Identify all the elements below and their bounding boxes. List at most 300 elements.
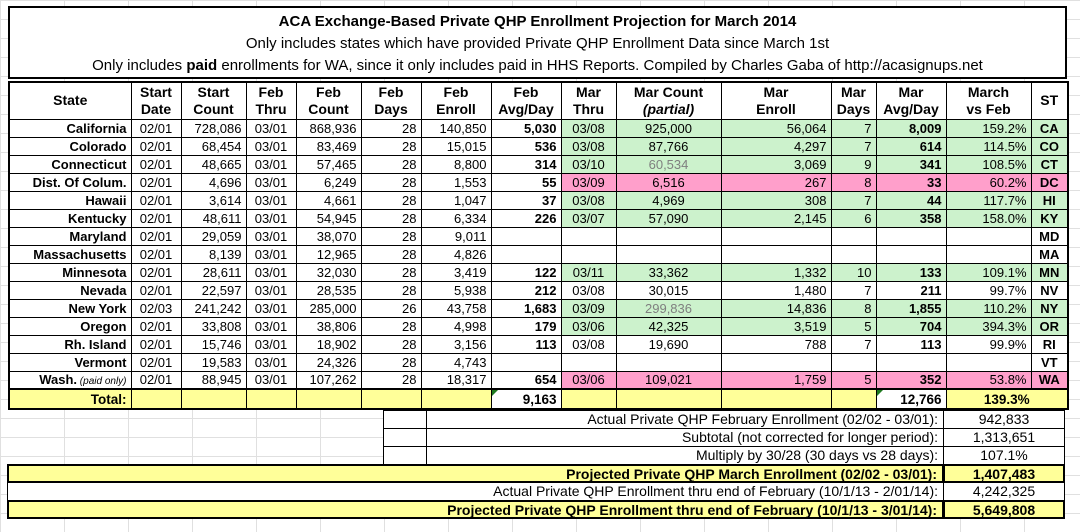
cell-feb_thru[interactable]: 03/01 bbox=[246, 209, 296, 227]
cell-st[interactable]: OR bbox=[1031, 317, 1068, 335]
cell-feb_enroll[interactable]: 3,156 bbox=[421, 335, 491, 353]
cell-feb_count[interactable]: 57,465 bbox=[296, 155, 361, 173]
cell-start_count[interactable]: 68,454 bbox=[181, 137, 246, 155]
cell-start_count[interactable]: 3,614 bbox=[181, 191, 246, 209]
summary-spacer bbox=[8, 446, 383, 465]
cell-total-mar-avg[interactable] bbox=[876, 389, 946, 409]
subtitle-line-1: Only includes states which have provided Private QHP Enrollment Data since March 1st bbox=[245, 35, 830, 52]
cell-feb_thru[interactable]: 03/01 bbox=[246, 245, 296, 263]
cell-st[interactable]: MD bbox=[1031, 227, 1068, 245]
cell-feb_enroll[interactable]: 6,334 bbox=[421, 209, 491, 227]
cell-feb_count[interactable]: 4,661 bbox=[296, 191, 361, 209]
cell-feb_thru[interactable]: 03/01 bbox=[246, 137, 296, 155]
cell-feb_avg[interactable]: 226 bbox=[491, 209, 561, 227]
cell-feb_days[interactable]: 28 bbox=[361, 173, 421, 191]
total-row bbox=[9, 389, 1068, 409]
cell-start_date[interactable]: 02/01 bbox=[131, 263, 181, 281]
cell-feb_enroll[interactable]: 4,743 bbox=[421, 353, 491, 371]
cell-mar_thru[interactable]: 03/08 bbox=[561, 335, 616, 353]
cell-mar_enroll[interactable]: 2,145 bbox=[721, 209, 831, 227]
cell-feb_days[interactable]: 28 bbox=[361, 263, 421, 281]
column-header-st[interactable] bbox=[1031, 82, 1068, 119]
cell-feb_days[interactable]: 28 bbox=[361, 155, 421, 173]
cell-feb_thru[interactable]: 03/01 bbox=[246, 317, 296, 335]
cell-start_date[interactable]: 02/01 bbox=[131, 155, 181, 173]
cell-mar_count[interactable]: 60,534 bbox=[616, 155, 721, 173]
column-header-feb_enroll[interactable] bbox=[421, 82, 491, 119]
cell-mar_count[interactable]: 42,325 bbox=[616, 317, 721, 335]
cell-mar_count[interactable] bbox=[616, 245, 721, 263]
cell-st[interactable]: DC bbox=[1031, 173, 1068, 191]
cell-feb_count[interactable]: 285,000 bbox=[296, 299, 361, 317]
cell-st[interactable]: HI bbox=[1031, 191, 1068, 209]
summary-row bbox=[8, 482, 1071, 501]
cell-mar_enroll[interactable]: 3,069 bbox=[721, 155, 831, 173]
cell-start_date[interactable]: 02/01 bbox=[131, 281, 181, 299]
cell-feb_thru[interactable]: 03/01 bbox=[246, 191, 296, 209]
cell-feb_enroll[interactable]: 3,419 bbox=[421, 263, 491, 281]
cell-mar_days[interactable]: 10 bbox=[831, 263, 876, 281]
total-feb-avg-value: 9,163 bbox=[522, 391, 557, 407]
state-name: Oregon bbox=[80, 318, 127, 334]
cell-vs_feb[interactable]: 159.2% bbox=[946, 119, 1031, 137]
cell-mar_avg[interactable] bbox=[876, 227, 946, 245]
cell-vs_feb[interactable]: 99.7% bbox=[946, 281, 1031, 299]
cell-feb_thru[interactable]: 03/01 bbox=[246, 119, 296, 137]
cell-feb_days[interactable]: 28 bbox=[361, 245, 421, 263]
cell-feb_avg[interactable]: 314 bbox=[491, 155, 561, 173]
cell-mar_thru[interactable]: 03/07 bbox=[561, 209, 616, 227]
cell-mar_days[interactable]: 8 bbox=[831, 173, 876, 191]
cell-feb_days[interactable]: 28 bbox=[361, 281, 421, 299]
cell-mar_thru[interactable]: 03/10 bbox=[561, 155, 616, 173]
cell-mar_thru[interactable] bbox=[561, 227, 616, 245]
cell-vs_feb[interactable]: 60.2% bbox=[946, 173, 1031, 191]
summary-row bbox=[8, 446, 1071, 465]
summary-value[interactable]: 4,242,325 bbox=[943, 482, 1065, 501]
cell-state[interactable] bbox=[9, 335, 131, 353]
cell-start_count[interactable]: 28,611 bbox=[181, 263, 246, 281]
cell-state[interactable] bbox=[9, 209, 131, 227]
cell-feb_thru[interactable]: 03/01 bbox=[246, 281, 296, 299]
column-header-vs_feb[interactable] bbox=[946, 82, 1031, 119]
summary-value[interactable]: 942,833 bbox=[943, 410, 1065, 429]
cell-mar_days[interactable] bbox=[831, 227, 876, 245]
cell-feb_count[interactable]: 83,469 bbox=[296, 137, 361, 155]
cell-mar_avg[interactable]: 133 bbox=[876, 263, 946, 281]
cell-mar_avg[interactable]: 352 bbox=[876, 371, 946, 389]
cell-mar_days[interactable]: 9 bbox=[831, 155, 876, 173]
table-row bbox=[9, 353, 1068, 371]
cell-state[interactable] bbox=[9, 299, 131, 317]
cell-feb_days[interactable]: 28 bbox=[361, 227, 421, 245]
cell-mar_days[interactable]: 6 bbox=[831, 209, 876, 227]
column-header-feb_days[interactable] bbox=[361, 82, 421, 119]
total-mar-avg-value: 12,766 bbox=[900, 391, 942, 407]
column-header-mar_avg[interactable] bbox=[876, 82, 946, 119]
cell-mar_count[interactable]: 6,516 bbox=[616, 173, 721, 191]
cell-start_date[interactable]: 02/01 bbox=[131, 335, 181, 353]
cell-vs_feb[interactable]: 109.1% bbox=[946, 263, 1031, 281]
cell-empty[interactable] bbox=[246, 389, 296, 409]
cell-mar_count[interactable]: 109,021 bbox=[616, 371, 721, 389]
summary-row bbox=[8, 410, 1071, 429]
cell-start_date[interactable]: 02/01 bbox=[131, 371, 181, 389]
cell-feb_thru[interactable]: 03/01 bbox=[246, 173, 296, 191]
cell-feb_days[interactable]: 28 bbox=[361, 335, 421, 353]
cell-start_date[interactable]: 02/03 bbox=[131, 299, 181, 317]
cell-state[interactable] bbox=[9, 137, 131, 155]
cell-feb_avg[interactable]: 212 bbox=[491, 281, 561, 299]
cell-mar_days[interactable] bbox=[831, 245, 876, 263]
cell-st[interactable]: NV bbox=[1031, 281, 1068, 299]
cell-empty[interactable] bbox=[131, 389, 181, 409]
cell-start_count[interactable]: 4,696 bbox=[181, 173, 246, 191]
cell-vs_feb[interactable] bbox=[946, 245, 1031, 263]
table-row bbox=[9, 245, 1068, 263]
cell-mar_count[interactable] bbox=[616, 227, 721, 245]
cell-state[interactable] bbox=[9, 371, 131, 389]
cell-state[interactable] bbox=[9, 245, 131, 263]
cell-state[interactable] bbox=[9, 353, 131, 371]
cell-feb_enroll[interactable]: 8,800 bbox=[421, 155, 491, 173]
cell-mar_enroll[interactable]: 3,519 bbox=[721, 317, 831, 335]
cell-feb_avg[interactable] bbox=[491, 353, 561, 371]
cell-mar_days[interactable]: 7 bbox=[831, 281, 876, 299]
cell-mar_thru[interactable]: 03/09 bbox=[561, 173, 616, 191]
cell-feb_enroll[interactable]: 4,998 bbox=[421, 317, 491, 335]
column-header-feb_avg[interactable] bbox=[491, 82, 561, 119]
column-header-feb_thru[interactable] bbox=[246, 82, 296, 119]
summary-value[interactable]: 1,313,651 bbox=[943, 428, 1065, 447]
cell-empty[interactable] bbox=[561, 389, 616, 409]
cell-start_date[interactable]: 02/01 bbox=[131, 173, 181, 191]
header-line: (partial) bbox=[642, 100, 695, 117]
cell-feb_count[interactable]: 18,902 bbox=[296, 335, 361, 353]
cell-total-label[interactable]: Total: bbox=[9, 389, 131, 409]
header-line: Count bbox=[193, 100, 234, 117]
cell-feb_count[interactable]: 32,030 bbox=[296, 263, 361, 281]
cell-mar_days[interactable]: 7 bbox=[831, 335, 876, 353]
cell-start_count[interactable]: 15,746 bbox=[181, 335, 246, 353]
cell-feb_avg[interactable]: 654 bbox=[491, 371, 561, 389]
cell-mar_count[interactable]: 19,690 bbox=[616, 335, 721, 353]
cell-mar_enroll[interactable] bbox=[721, 245, 831, 263]
title-block[interactable] bbox=[8, 6, 1067, 79]
cell-feb_avg[interactable]: 5,030 bbox=[491, 119, 561, 137]
cell-st[interactable]: MN bbox=[1031, 263, 1068, 281]
summary-label[interactable]: Multiply by 30/28 (30 days vs 28 days): bbox=[426, 446, 944, 465]
cell-mar_count[interactable]: 925,000 bbox=[616, 119, 721, 137]
cell-mar_avg[interactable]: 8,009 bbox=[876, 119, 946, 137]
cell-start_count[interactable]: 48,665 bbox=[181, 155, 246, 173]
cell-feb_thru[interactable]: 03/01 bbox=[246, 155, 296, 173]
cell-mar_avg[interactable]: 44 bbox=[876, 191, 946, 209]
cell-feb_days[interactable]: 28 bbox=[361, 209, 421, 227]
cell-vs_feb[interactable]: 108.5% bbox=[946, 155, 1031, 173]
cell-mar_days[interactable]: 5 bbox=[831, 317, 876, 335]
cell-mar_avg[interactable] bbox=[876, 353, 946, 371]
state-note: (paid only) bbox=[77, 376, 127, 388]
cell-mar_enroll[interactable]: 1,332 bbox=[721, 263, 831, 281]
cell-start_date[interactable]: 02/01 bbox=[131, 119, 181, 137]
state-name: Minnesota bbox=[62, 264, 127, 280]
cell-total-feb-avg[interactable] bbox=[491, 389, 561, 409]
table-row bbox=[9, 263, 1068, 281]
cell-vs_feb[interactable]: 110.2% bbox=[946, 299, 1031, 317]
cell-mar_days[interactable]: 8 bbox=[831, 299, 876, 317]
cell-mar_enroll[interactable]: 4,297 bbox=[721, 137, 831, 155]
cell-start_count[interactable]: 33,808 bbox=[181, 317, 246, 335]
cell-feb_days[interactable]: 28 bbox=[361, 371, 421, 389]
cell-st[interactable]: CT bbox=[1031, 155, 1068, 173]
cell-vs_feb[interactable]: 158.0% bbox=[946, 209, 1031, 227]
cell-start_date[interactable]: 02/01 bbox=[131, 209, 181, 227]
cell-state[interactable] bbox=[9, 191, 131, 209]
cell-feb_enroll[interactable]: 9,011 bbox=[421, 227, 491, 245]
cell-state[interactable] bbox=[9, 317, 131, 335]
cell-mar_enroll[interactable] bbox=[721, 227, 831, 245]
header-line: March bbox=[967, 83, 1010, 100]
cell-vs_feb[interactable] bbox=[946, 227, 1031, 245]
cell-feb_thru[interactable]: 03/01 bbox=[246, 371, 296, 389]
cell-feb_days[interactable]: 28 bbox=[361, 191, 421, 209]
column-header-feb_count[interactable] bbox=[296, 82, 361, 119]
cell-start_count[interactable]: 19,583 bbox=[181, 353, 246, 371]
cell-feb_avg[interactable] bbox=[491, 245, 561, 263]
column-header-mar_count[interactable] bbox=[616, 82, 721, 119]
state-name: Kentucky bbox=[67, 210, 127, 226]
column-header-start_count[interactable] bbox=[181, 82, 246, 119]
cell-vs_feb[interactable]: 114.5% bbox=[946, 137, 1031, 155]
cell-mar_count[interactable]: 33,362 bbox=[616, 263, 721, 281]
cell-mar_thru[interactable]: 03/08 bbox=[561, 191, 616, 209]
cell-feb_count[interactable]: 6,249 bbox=[296, 173, 361, 191]
cell-start_date[interactable]: 02/01 bbox=[131, 353, 181, 371]
cell-mar_enroll[interactable]: 1,480 bbox=[721, 281, 831, 299]
cell-start_date[interactable]: 02/01 bbox=[131, 191, 181, 209]
cell-mar_count[interactable]: 299,836 bbox=[616, 299, 721, 317]
cell-st[interactable]: NY bbox=[1031, 299, 1068, 317]
cell-feb_avg[interactable] bbox=[491, 227, 561, 245]
header-line: Date bbox=[140, 100, 172, 117]
cell-mar_avg[interactable]: 358 bbox=[876, 209, 946, 227]
header-line: ST bbox=[1040, 92, 1059, 109]
cell-empty[interactable] bbox=[383, 446, 427, 465]
cell-mar_days[interactable]: 5 bbox=[831, 371, 876, 389]
cell-feb_count[interactable]: 12,965 bbox=[296, 245, 361, 263]
cell-mar_avg[interactable]: 341 bbox=[876, 155, 946, 173]
cell-feb_thru[interactable]: 03/01 bbox=[246, 263, 296, 281]
summary-label[interactable]: Projected Private QHP March Enrollment (02/02 - 03/01): bbox=[7, 464, 944, 483]
cell-mar_enroll[interactable] bbox=[721, 353, 831, 371]
cell-st[interactable]: MA bbox=[1031, 245, 1068, 263]
column-header-state[interactable] bbox=[9, 82, 131, 119]
cell-mar_thru[interactable] bbox=[561, 353, 616, 371]
column-header-mar_enroll[interactable] bbox=[721, 82, 831, 119]
cell-start_count[interactable]: 8,139 bbox=[181, 245, 246, 263]
cell-st[interactable]: RI bbox=[1031, 335, 1068, 353]
cell-start_count[interactable]: 728,086 bbox=[181, 119, 246, 137]
cell-mar_avg[interactable]: 211 bbox=[876, 281, 946, 299]
enrollment-table bbox=[8, 81, 1069, 410]
cell-feb_count[interactable]: 38,806 bbox=[296, 317, 361, 335]
cell-mar_avg[interactable] bbox=[876, 245, 946, 263]
cell-feb_avg[interactable]: 55 bbox=[491, 173, 561, 191]
cell-mar_avg[interactable]: 614 bbox=[876, 137, 946, 155]
cell-st[interactable]: KY bbox=[1031, 209, 1068, 227]
cell-feb_enroll[interactable]: 1,047 bbox=[421, 191, 491, 209]
cell-start_date[interactable]: 02/01 bbox=[131, 245, 181, 263]
cell-feb_enroll[interactable]: 15,015 bbox=[421, 137, 491, 155]
cell-empty[interactable] bbox=[383, 410, 427, 429]
cell-start_count[interactable]: 48,611 bbox=[181, 209, 246, 227]
cell-empty[interactable] bbox=[383, 428, 427, 447]
cell-feb_count[interactable]: 28,535 bbox=[296, 281, 361, 299]
cell-start_count[interactable]: 29,059 bbox=[181, 227, 246, 245]
cell-state[interactable] bbox=[9, 281, 131, 299]
cell-st[interactable]: CA bbox=[1031, 119, 1068, 137]
cell-mar_thru[interactable]: 03/06 bbox=[561, 317, 616, 335]
cell-feb_thru[interactable]: 03/01 bbox=[246, 353, 296, 371]
cell-start_count[interactable]: 22,597 bbox=[181, 281, 246, 299]
cell-feb_avg[interactable]: 122 bbox=[491, 263, 561, 281]
cell-state[interactable] bbox=[9, 263, 131, 281]
summary-value[interactable]: 1,407,483 bbox=[943, 464, 1065, 483]
cell-mar_days[interactable]: 7 bbox=[831, 137, 876, 155]
error-indicator-triangle bbox=[877, 390, 883, 396]
cell-feb_avg[interactable]: 536 bbox=[491, 137, 561, 155]
cell-feb_count[interactable]: 24,326 bbox=[296, 353, 361, 371]
cell-mar_enroll[interactable]: 1,759 bbox=[721, 371, 831, 389]
cell-feb_count[interactable]: 107,262 bbox=[296, 371, 361, 389]
table-row bbox=[9, 119, 1068, 137]
cell-mar_enroll[interactable]: 308 bbox=[721, 191, 831, 209]
cell-feb_avg[interactable]: 113 bbox=[491, 335, 561, 353]
cell-state[interactable] bbox=[9, 173, 131, 191]
cell-mar_days[interactable]: 7 bbox=[831, 191, 876, 209]
cell-feb_days[interactable]: 26 bbox=[361, 299, 421, 317]
cell-feb_days[interactable]: 28 bbox=[361, 137, 421, 155]
cell-feb_thru[interactable]: 03/01 bbox=[246, 335, 296, 353]
cell-empty[interactable] bbox=[721, 389, 831, 409]
cell-total-vs-feb[interactable]: 139.3% bbox=[946, 389, 1068, 409]
summary-label[interactable]: Actual Private QHP Enrollment thru end of February (10/1/13 - 2/01/14): bbox=[7, 482, 944, 501]
cell-feb_count[interactable]: 38,070 bbox=[296, 227, 361, 245]
cell-feb_days[interactable]: 28 bbox=[361, 119, 421, 137]
cell-mar_thru[interactable]: 03/11 bbox=[561, 263, 616, 281]
cell-mar_avg[interactable]: 704 bbox=[876, 317, 946, 335]
column-header-mar_days[interactable] bbox=[831, 82, 876, 119]
cell-state[interactable] bbox=[9, 155, 131, 173]
column-header-start_date[interactable] bbox=[131, 82, 181, 119]
cell-mar_thru[interactable]: 03/06 bbox=[561, 371, 616, 389]
cell-feb_enroll[interactable]: 18,317 bbox=[421, 371, 491, 389]
cell-mar_count[interactable]: 4,969 bbox=[616, 191, 721, 209]
cell-state[interactable] bbox=[9, 119, 131, 137]
cell-feb_enroll[interactable]: 140,850 bbox=[421, 119, 491, 137]
cell-feb_thru[interactable]: 03/01 bbox=[246, 299, 296, 317]
cell-feb_avg[interactable]: 179 bbox=[491, 317, 561, 335]
cell-empty[interactable] bbox=[616, 389, 721, 409]
cell-mar_days[interactable]: 7 bbox=[831, 119, 876, 137]
state-name: Rh. Island bbox=[64, 336, 127, 352]
cell-feb_enroll[interactable]: 1,553 bbox=[421, 173, 491, 191]
cell-st[interactable]: CO bbox=[1031, 137, 1068, 155]
cell-mar_count[interactable]: 30,015 bbox=[616, 281, 721, 299]
header-line: Enroll bbox=[436, 100, 476, 117]
summary-label[interactable]: Projected Private QHP Enrollment thru end of February (10/1/13 - 3/01/14): bbox=[7, 500, 944, 519]
cell-mar_enroll[interactable]: 14,836 bbox=[721, 299, 831, 317]
cell-empty[interactable] bbox=[421, 389, 491, 409]
cell-feb_avg[interactable]: 1,683 bbox=[491, 299, 561, 317]
header-line: State bbox=[53, 92, 88, 109]
cell-feb_enroll[interactable]: 4,826 bbox=[421, 245, 491, 263]
cell-state[interactable] bbox=[9, 227, 131, 245]
cell-vs_feb[interactable]: 394.3% bbox=[946, 317, 1031, 335]
cell-vs_feb[interactable]: 99.9% bbox=[946, 335, 1031, 353]
summary-value[interactable]: 5,649,808 bbox=[943, 500, 1065, 519]
cell-mar_avg[interactable]: 1,855 bbox=[876, 299, 946, 317]
state-name: Connecticut bbox=[51, 156, 127, 172]
error-indicator-triangle bbox=[492, 390, 498, 396]
cell-start_date[interactable]: 02/01 bbox=[131, 317, 181, 335]
cell-mar_thru[interactable]: 03/09 bbox=[561, 299, 616, 317]
cell-vs_feb[interactable] bbox=[946, 353, 1031, 371]
cell-mar_count[interactable]: 57,090 bbox=[616, 209, 721, 227]
cell-feb_days[interactable]: 28 bbox=[361, 317, 421, 335]
cell-mar_enroll[interactable]: 267 bbox=[721, 173, 831, 191]
cell-vs_feb[interactable]: 117.7% bbox=[946, 191, 1031, 209]
cell-mar_thru[interactable] bbox=[561, 245, 616, 263]
cell-start_date[interactable]: 02/01 bbox=[131, 227, 181, 245]
cell-mar_thru[interactable]: 03/08 bbox=[561, 119, 616, 137]
cell-mar_count[interactable]: 87,766 bbox=[616, 137, 721, 155]
cell-start_count[interactable]: 241,242 bbox=[181, 299, 246, 317]
cell-mar_enroll[interactable]: 56,064 bbox=[721, 119, 831, 137]
cell-st[interactable]: VT bbox=[1031, 353, 1068, 371]
cell-st[interactable]: WA bbox=[1031, 371, 1068, 389]
cell-start_date[interactable]: 02/01 bbox=[131, 137, 181, 155]
cell-mar_enroll[interactable]: 788 bbox=[721, 335, 831, 353]
cell-feb_enroll[interactable]: 5,938 bbox=[421, 281, 491, 299]
cell-mar_avg[interactable]: 113 bbox=[876, 335, 946, 353]
cell-empty[interactable] bbox=[831, 389, 876, 409]
cell-feb_enroll[interactable]: 43,758 bbox=[421, 299, 491, 317]
summary-label[interactable]: Subtotal (not corrected for longer period): bbox=[426, 428, 944, 447]
cell-feb_thru[interactable]: 03/01 bbox=[246, 227, 296, 245]
cell-start_count[interactable]: 88,945 bbox=[181, 371, 246, 389]
summary-value[interactable]: 107.1% bbox=[943, 446, 1065, 465]
cell-empty[interactable] bbox=[181, 389, 246, 409]
cell-feb_count[interactable]: 54,945 bbox=[296, 209, 361, 227]
cell-mar_days[interactable] bbox=[831, 353, 876, 371]
cell-empty[interactable] bbox=[296, 389, 361, 409]
cell-mar_count[interactable] bbox=[616, 353, 721, 371]
cell-feb_count[interactable]: 868,936 bbox=[296, 119, 361, 137]
summary-label[interactable]: Actual Private QHP February Enrollment (02/02 - 03/01): bbox=[426, 410, 944, 429]
cell-mar_avg[interactable]: 33 bbox=[876, 173, 946, 191]
cell-vs_feb[interactable]: 53.8% bbox=[946, 371, 1031, 389]
cell-feb_days[interactable]: 28 bbox=[361, 353, 421, 371]
page-title: ACA Exchange-Based Private QHP Enrollment Projection for March 2014 bbox=[278, 13, 797, 30]
column-header-mar_thru[interactable] bbox=[561, 82, 616, 119]
header-line: Enroll bbox=[756, 100, 796, 117]
cell-mar_thru[interactable]: 03/08 bbox=[561, 281, 616, 299]
cell-empty[interactable] bbox=[361, 389, 421, 409]
cell-mar_thru[interactable]: 03/08 bbox=[561, 137, 616, 155]
cell-feb_avg[interactable]: 37 bbox=[491, 191, 561, 209]
